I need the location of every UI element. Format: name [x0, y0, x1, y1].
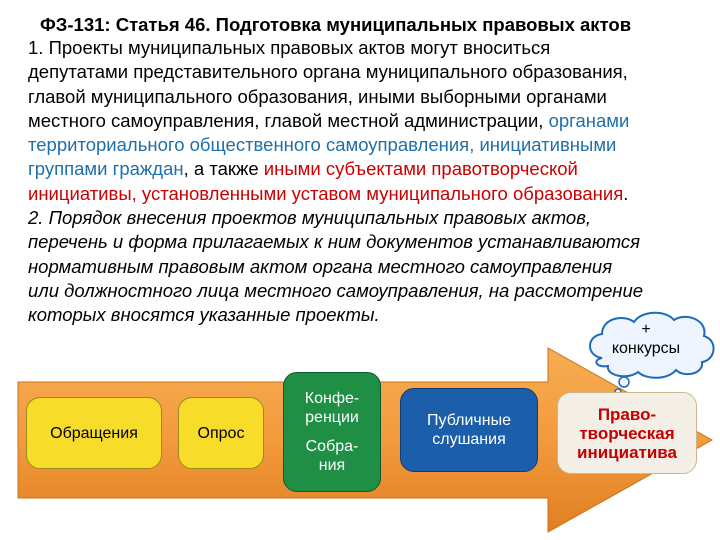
box-public-hearings	[400, 388, 538, 472]
slide-title: ФЗ-131: Статья 46. Подготовка муниципальных правовых актов	[40, 14, 632, 35]
para1-line-4-highlight: органами	[548, 109, 630, 131]
cloud-plus: +	[641, 321, 651, 338]
slide-text	[28, 14, 700, 328]
cloud-label: конкурсы	[611, 340, 681, 357]
conf-label-2: ренции	[305, 409, 359, 426]
para1-line-4-text: местного самоуправления, главой местной администрации,	[28, 109, 549, 131]
para1-line-7	[28, 182, 700, 206]
para1-line-5: территориального общественного самоуправления, инициативными	[28, 134, 617, 156]
cloud-text	[596, 320, 696, 358]
paragraph-1	[28, 36, 700, 206]
hearings-label-1: Публичные	[427, 412, 511, 429]
para2-line-4: или должностного лица местного самоуправления, на рассмотрение	[28, 279, 644, 301]
conf-label-1: Конфе-	[304, 390, 360, 407]
para1-line-1: 1. Проекты муниципальных правовых актов могут вноситься	[28, 37, 551, 58]
survey-label: Опрос	[197, 424, 245, 442]
para1-line-6-highlight: группами граждан	[28, 158, 184, 180]
conf-label-4: ния	[318, 457, 346, 474]
para1-line-7-end: .	[623, 182, 629, 204]
appeals-label: Обращения	[50, 424, 138, 442]
para1-line-2: депутатами представительного органа муниципального образования,	[28, 61, 628, 83]
para2-line-5: которых вносятся указанные проекты.	[28, 304, 380, 326]
para1-line-4	[28, 109, 700, 133]
initiative-label-2: творческая	[579, 423, 675, 443]
bubble-dot-large	[619, 377, 629, 387]
para1-line-3: главой муниципального образования, иными выборными органами	[28, 85, 607, 107]
box-survey	[178, 397, 264, 469]
para1-line-6-text: , а также	[183, 158, 264, 180]
box-lawmaking-initiative	[557, 392, 697, 474]
box-conferences-meetings	[283, 372, 381, 492]
para1-line-6	[28, 157, 700, 181]
para2-line-2: перечень и форма прилагаемых к ним документов устанавливаются	[28, 231, 641, 253]
para1-line-7-red: инициативы, установленными уставом муниципального образования	[28, 182, 624, 204]
hearings-label-2: слушания	[432, 431, 506, 448]
para2-line-3: нормативным правовым актом органа местного самоуправления	[28, 255, 613, 277]
box-appeals	[26, 397, 162, 469]
initiative-label-3: инициатива	[577, 442, 677, 462]
initiative-label-1: Право-	[597, 404, 657, 424]
para2-line-1: 2. Порядок внесения проектов муниципальных правовых актов,	[28, 207, 591, 229]
para1-line-6-red: иными субъектами правотворческой	[263, 158, 578, 180]
conf-label-3: Собра-	[305, 438, 359, 455]
